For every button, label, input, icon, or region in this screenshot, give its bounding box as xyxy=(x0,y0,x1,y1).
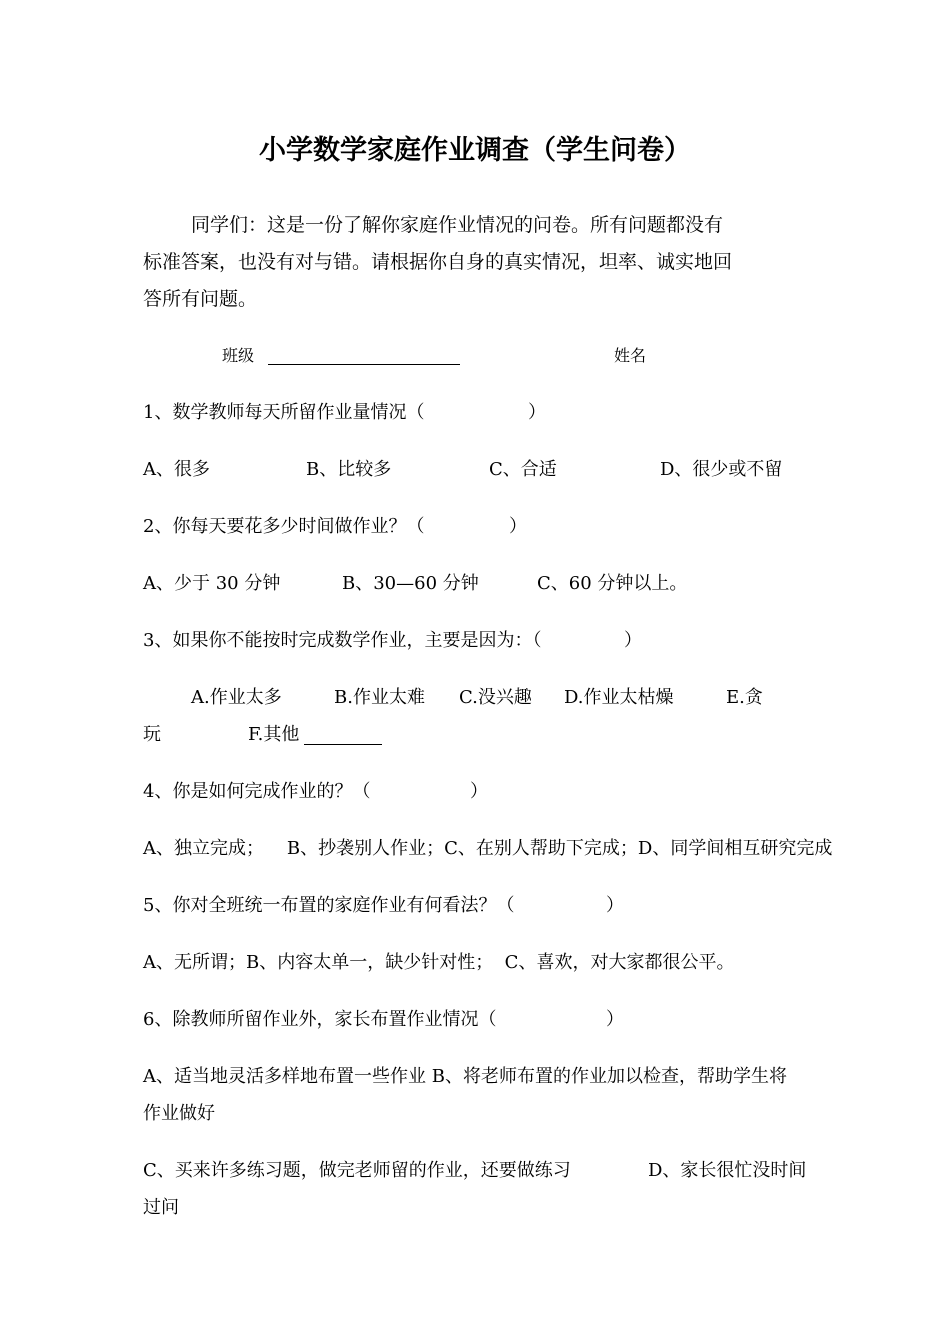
q3-option-e[interactable]: E.贪 xyxy=(726,687,763,708)
q5-close: ） xyxy=(606,895,624,916)
q2-option-a[interactable]: A、少于 30 分钟 xyxy=(143,573,281,594)
q3-text: 3、如果你不能按时完成数学作业，主要是因为：（ xyxy=(143,630,542,651)
class-input-line[interactable] xyxy=(268,343,460,365)
q1-close: ） xyxy=(528,402,546,423)
q1-option-a[interactable]: A、很多 xyxy=(143,459,210,480)
q6-option-d-cont: 过问 xyxy=(143,1197,179,1218)
q4-text: 4、你是如何完成作业的？（ xyxy=(143,781,371,802)
q6-option-d[interactable]: D、家长很忙没时间 xyxy=(648,1160,807,1181)
q3-option-f[interactable]: F.其他 xyxy=(248,724,300,745)
q3-option-a[interactable]: A.作业太多 xyxy=(191,687,282,708)
page-title: 小学数学家庭作业调查（学生问卷） xyxy=(259,135,691,166)
intro-line-2: 标准答案，也没有对与错。请根据你自身的真实情况，坦率、诚实地回 xyxy=(143,251,733,273)
q1-option-d[interactable]: D、很少或不留 xyxy=(660,459,783,480)
intro-line-3: 答所有问题。 xyxy=(143,288,258,310)
q1-option-b[interactable]: B、比较多 xyxy=(306,459,392,480)
q2-close: ） xyxy=(509,516,527,537)
q3-close: ） xyxy=(624,630,642,651)
q5-text: 5、你对全班统一布置的家庭作业有何看法？（ xyxy=(143,895,515,916)
q1-option-c[interactable]: C、合适 xyxy=(489,459,557,480)
class-label: 班级 xyxy=(222,346,255,365)
q1-text: 1、数学教师每天所留作业量情况（ xyxy=(143,402,425,423)
q5-options[interactable]: A、无所谓；B、内容太单一，缺少针对性； C、喜欢，对大家都很公平。 xyxy=(143,952,735,973)
q6-text: 6、除教师所留作业外，家长布置作业情况（ xyxy=(143,1009,497,1030)
q3-other-input-line[interactable] xyxy=(304,724,382,745)
q6-option-ab[interactable]: A、适当地灵活多样地布置一些作业 B、将老师布置的作业加以检查，帮助学生将 xyxy=(143,1066,787,1087)
q6-option-c[interactable]: C、买来许多练习题，做完老师留的作业，还要做练习 xyxy=(143,1160,571,1181)
q6-close: ） xyxy=(606,1009,624,1030)
q2-text: 2、你每天要花多少时间做作业？（ xyxy=(143,516,425,537)
q3-option-b[interactable]: B.作业太难 xyxy=(334,687,425,708)
q2-option-b[interactable]: B、30—60 分钟 xyxy=(342,573,479,594)
name-label: 姓名 xyxy=(614,346,647,365)
q2-option-c[interactable]: C、60 分钟以上。 xyxy=(537,573,688,594)
q6-option-b-cont: 作业做好 xyxy=(143,1103,215,1124)
q3-option-c[interactable]: C.没兴趣 xyxy=(459,687,532,708)
q4-close: ） xyxy=(470,781,488,802)
intro-line-1: 同学们：这是一份了解你家庭作业情况的问卷。所有问题都没有 xyxy=(191,214,724,236)
q3-option-e-cont: 玩 xyxy=(143,724,161,745)
q4-options[interactable]: A、独立完成； B、抄袭别人作业；C、在别人帮助下完成；D、同学间相互研究完成 xyxy=(143,838,833,859)
q3-option-d[interactable]: D.作业太枯燥 xyxy=(564,687,674,708)
